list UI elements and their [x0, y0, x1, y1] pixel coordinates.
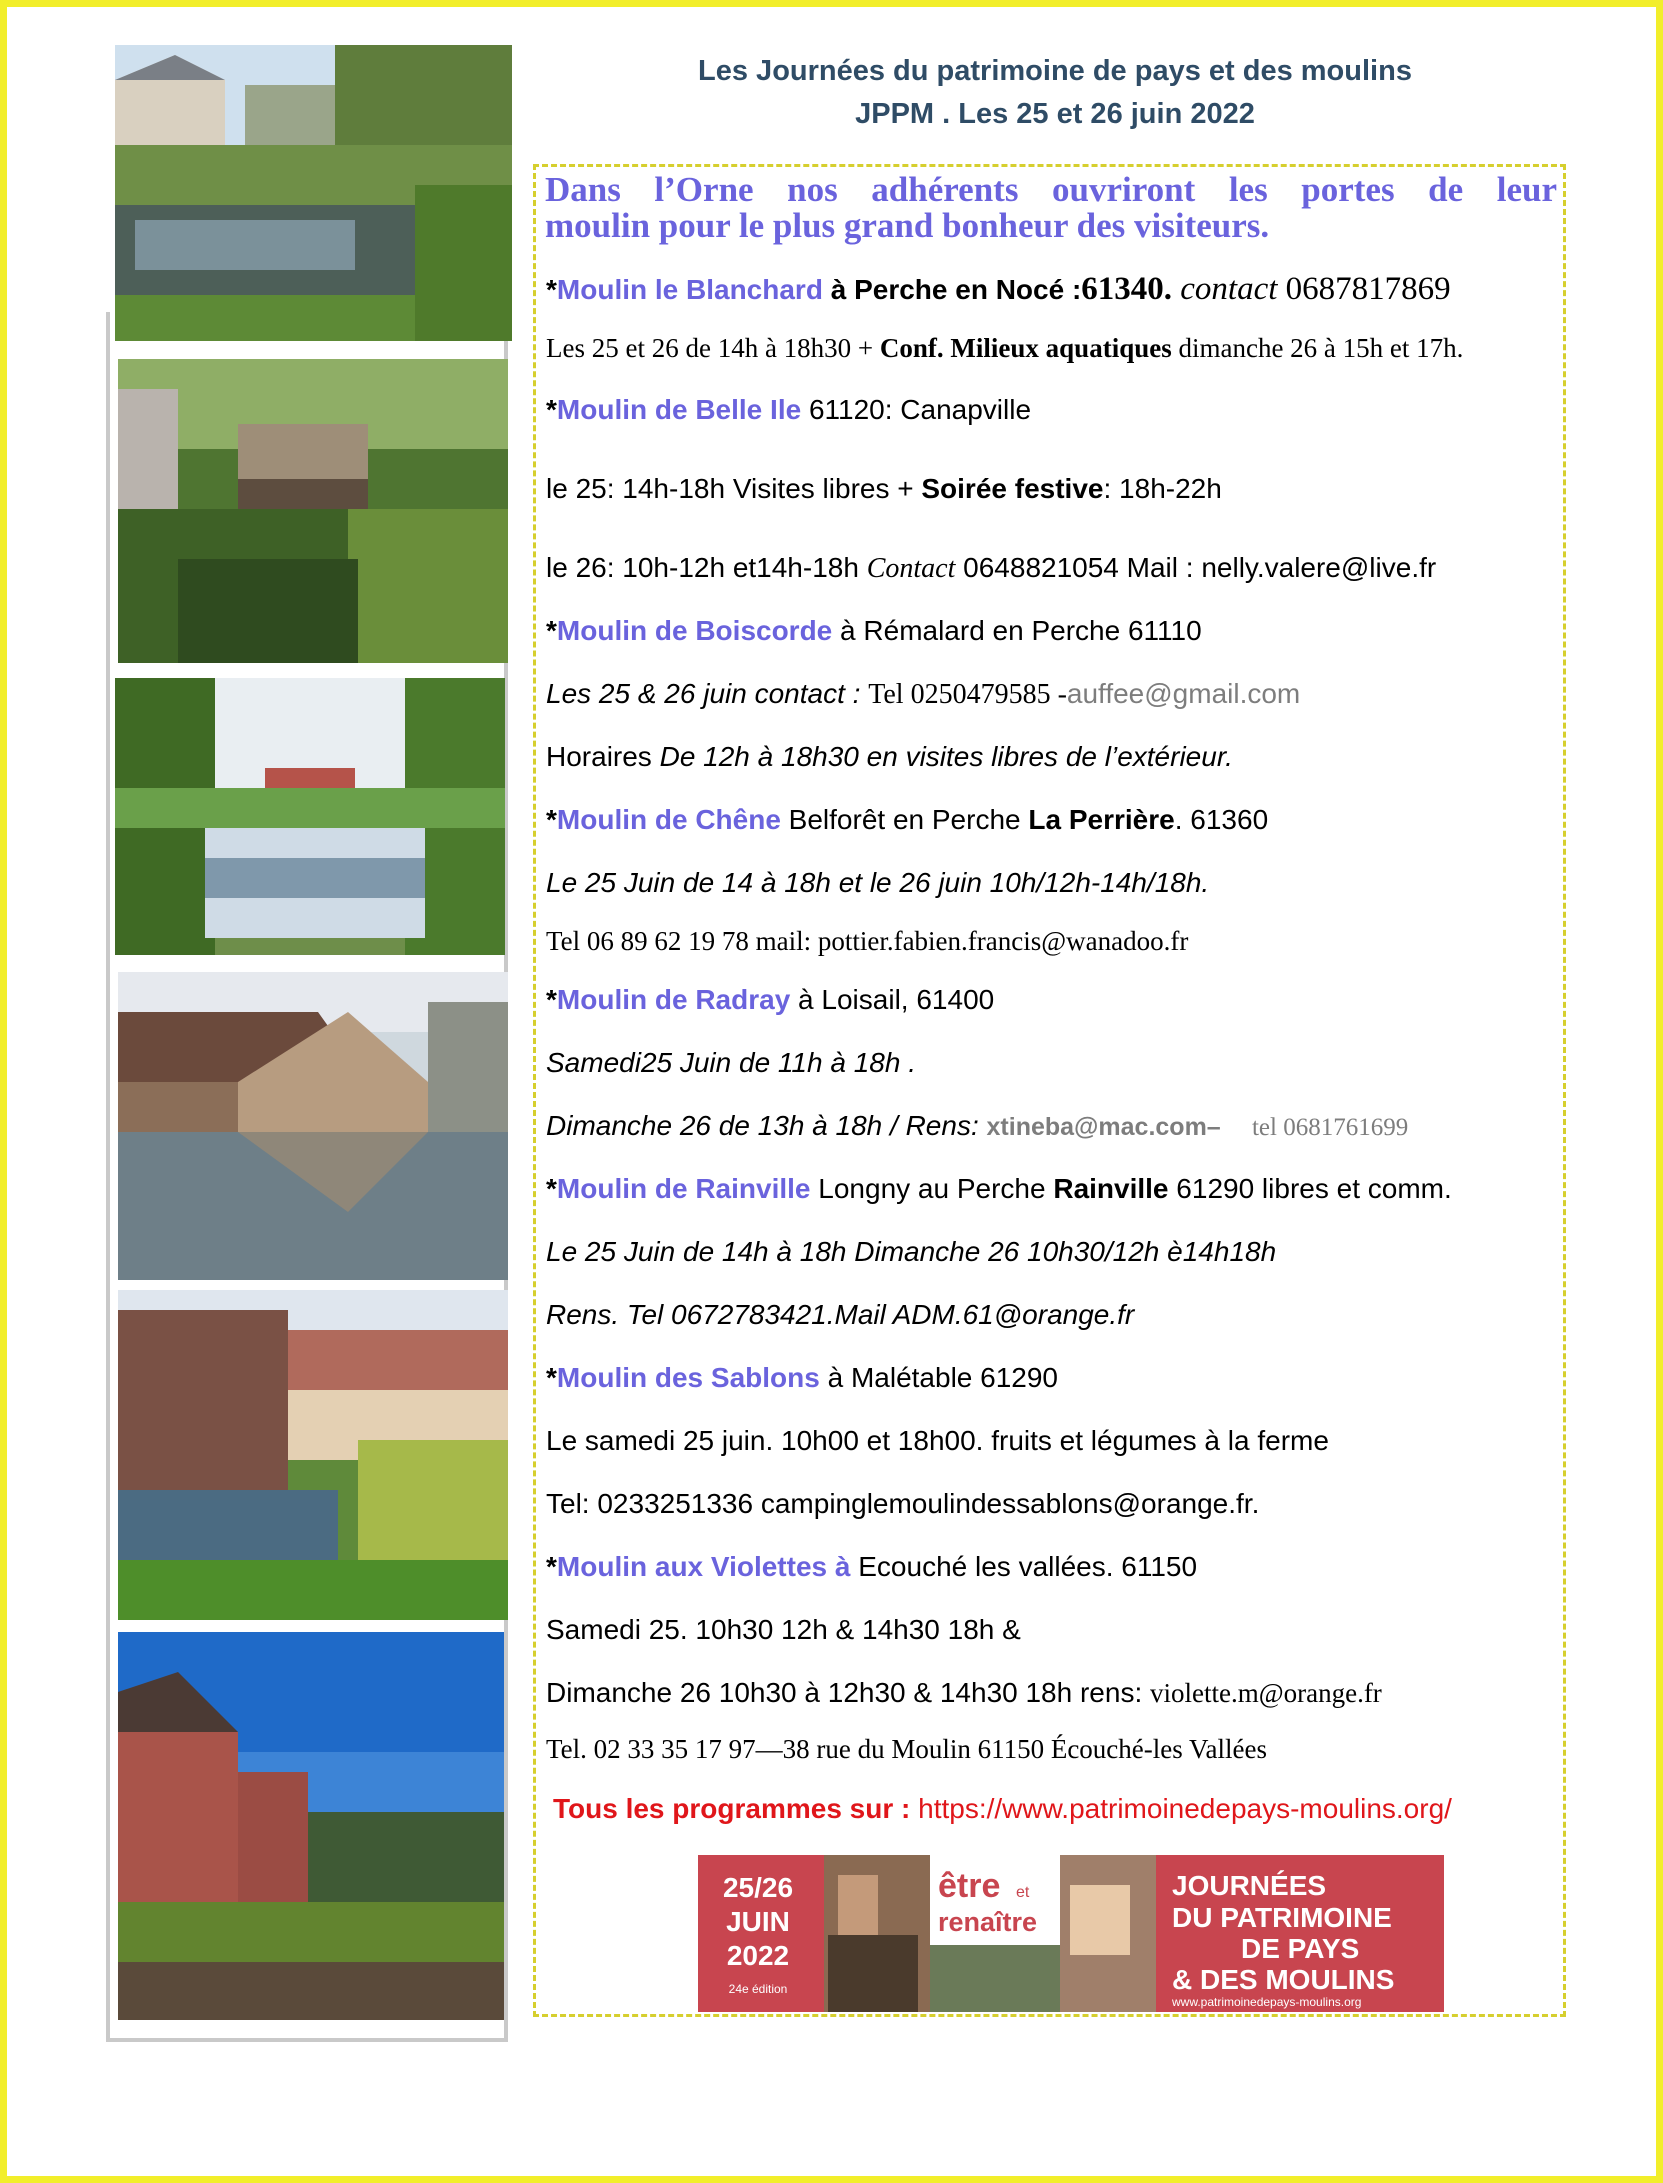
day-text-end: : 18h-22h — [1103, 473, 1222, 504]
hours-text: De 12h à 18h30 en visites libres de l’extérieur. — [659, 741, 1233, 772]
mill-location: Belforêt en Perche — [780, 804, 1029, 835]
day-text: le 25: 14h-18h Visites libres + — [546, 473, 922, 504]
bullet-star: * — [546, 1551, 557, 1582]
mill-rainville-dates: Le 25 Juin de 14h à 18h Dimanche 26 10h30/12h è14h18h — [546, 1236, 1277, 1267]
banner-edition: 24e édition — [728, 1982, 788, 1996]
intro-line-1: Dans l’Orne nos adhérents ouvriront les portes de leur — [545, 170, 1557, 209]
day-text: le 26: 10h-12h et14h-18h — [546, 552, 867, 583]
jppm-banner — [698, 1855, 1444, 2012]
page-header — [540, 50, 1570, 136]
hours-label: Horaires — [546, 741, 660, 772]
phone-text: tel 0681761699 — [1220, 1114, 1409, 1141]
mill-name: Moulin de Boiscorde — [556, 615, 833, 646]
contact-label: contact — [1172, 271, 1286, 307]
mill-chene-title — [546, 804, 1268, 836]
banner-tagline-1: être — [938, 1867, 1001, 1905]
banner-title-3: DE PAYS — [1241, 1933, 1360, 1964]
mill-location: à Loisail, 61400 — [790, 984, 995, 1015]
mill-chene-dates: Le 25 Juin de 14 à 18h et le 26 juin 10h/12h-14h/18h. — [546, 867, 1210, 898]
mill-name: Moulin des Sablons — [556, 1362, 820, 1393]
mill-location: Ecouché les vallées. 61150 — [850, 1551, 1198, 1582]
intro-text — [545, 172, 1557, 244]
mill-locality: La Perrière — [1028, 804, 1175, 835]
mill-boiscorde-hours — [546, 741, 1233, 773]
banner-title-1: JOURNÉES — [1172, 1870, 1327, 1901]
intro-line-2: moulin pour le plus grand bonheur des visiteurs. — [545, 206, 1270, 245]
bullet-star: * — [546, 984, 557, 1015]
phone-number: 0687817869 — [1285, 271, 1451, 307]
bullet-star: * — [546, 615, 557, 646]
mill-location: à Perche en Nocé : — [822, 274, 1082, 305]
bullet-star: * — [546, 804, 557, 835]
photo-pond — [115, 45, 512, 341]
photo-garden-mill — [118, 1290, 508, 1620]
mill-violettes-saturday: Samedi 25. 10h30 12h & 14h30 18h & — [546, 1614, 1021, 1645]
banner-year: 2022 — [726, 1940, 790, 1971]
banner-date: 25/26 — [722, 1872, 794, 1903]
mill-zip: . 61360 — [1174, 804, 1269, 835]
mill-boiscorde-dates — [546, 678, 1300, 711]
hours-text-end: dimanche 26 à 15h et 17h. — [1171, 333, 1464, 363]
bullet-star: * — [546, 394, 557, 425]
mill-radray-saturday: Samedi25 Juin de 11h à 18h . — [546, 1047, 916, 1078]
banner-tagline-et: et — [1016, 1884, 1030, 1901]
mill-rainville-title — [546, 1173, 1452, 1205]
dates-text: Les 25 & 26 juin contact : — [546, 678, 869, 709]
mill-violettes-sunday — [546, 1677, 1382, 1709]
phone-text: Tel 0250479585 - — [868, 679, 1067, 710]
bullet-star: * — [546, 1173, 557, 1204]
mill-radray-title — [546, 984, 994, 1016]
mill-violettes-tel: Tel. 02 33 35 17 97—38 rue du Moulin 61150 Écouché-les Vallées — [546, 1734, 1267, 1764]
mill-sablons-tel: Tel: 0233251336 campinglemoulindessablons@orange.fr. — [546, 1488, 1260, 1519]
header-subtitle: JPPM . Les 25 et 26 juin 2022 — [855, 98, 1255, 130]
mill-sablons-dates: Le samedi 25 juin. 10h00 et 18h00. fruits et légumes à la ferme — [546, 1425, 1329, 1456]
programs-footer — [553, 1793, 1452, 1825]
contact-label: Contact — [866, 553, 956, 584]
photo-sluice — [118, 359, 508, 663]
mill-location: à Malétable 61290 — [819, 1362, 1059, 1393]
mill-radray-sunday — [546, 1110, 1408, 1142]
mill-name: Moulin aux Violettes à — [556, 1551, 851, 1582]
mill-sablons-title — [546, 1362, 1058, 1394]
header-title: Les Journées du patrimoine de pays et des moulins — [698, 55, 1412, 87]
mill-location: à Rémalard en Perche 61110 — [832, 615, 1202, 646]
mill-rainville-rens: Rens. Tel 0672783421.Mail ADM.61@orange.fr — [546, 1299, 1135, 1330]
mill-name: Moulin de Radray — [556, 984, 791, 1015]
programs-link[interactable]: https://www.patrimoinedepays-moulins.org/ — [918, 1793, 1452, 1824]
mill-chene-tel: Tel 06 89 62 19 78 mail: pottier.fabien.francis@wanadoo.fr — [546, 926, 1189, 956]
sunday-text: Dimanche 26 de 13h à 18h / Rens: — [546, 1110, 987, 1141]
event-name: Conf. Milieux aquatiques — [879, 333, 1172, 363]
mill-zip: 61340. — [1081, 271, 1173, 307]
email-text: xtineba@mac.com– — [986, 1113, 1221, 1141]
mill-blanchard-hours — [546, 333, 1463, 364]
mill-belle-ile-day25 — [546, 473, 1222, 505]
programs-label: Tous les programmes sur : — [553, 1793, 919, 1824]
banner-title-2: DU PATRIMOINE — [1172, 1902, 1392, 1933]
mill-belle-ile-title — [546, 394, 1031, 426]
mill-boiscorde-title — [546, 615, 1202, 647]
sunday-text: Dimanche 26 10h30 à 12h30 & 14h30 18h rens: — [546, 1677, 1151, 1708]
mill-location: Longny au Perche — [810, 1173, 1054, 1204]
bullet-star: * — [546, 274, 557, 305]
banner-tagline-2: renaître — [938, 1907, 1038, 1937]
banner-title-4: & DES MOULINS — [1172, 1964, 1395, 1995]
email-text: violette.m@orange.fr — [1150, 1678, 1382, 1708]
mill-belle-ile-day26 — [546, 552, 1436, 585]
mill-violettes-title — [546, 1551, 1197, 1583]
mill-name: Moulin de Rainville — [556, 1173, 811, 1204]
contact-details: 0648821054 Mail : nelly.valere@live.fr — [955, 552, 1437, 583]
photo-stone-mill — [118, 972, 508, 1280]
mill-name: Moulin le Blanchard — [556, 274, 823, 305]
email-text: auffee@gmail.com — [1066, 678, 1301, 709]
mill-name: Moulin de Chêne — [556, 804, 781, 835]
mill-locality: Rainville — [1053, 1173, 1169, 1204]
mill-zip: 61290 libres et comm. — [1168, 1173, 1452, 1204]
mill-location: 61120: Canapville — [801, 394, 1032, 425]
bullet-star: * — [546, 1362, 557, 1393]
banner-month: JUIN — [726, 1906, 790, 1937]
event-name: Soirée festive — [921, 473, 1104, 504]
photo-lake — [115, 678, 505, 955]
banner-site: www.patrimoinedepays-moulins.org — [1172, 1995, 1362, 2009]
hours-text: Les 25 et 26 de 14h à 18h30 + — [546, 333, 880, 363]
banner-graphic — [698, 1855, 1444, 2012]
photo-brick-mill — [118, 1632, 504, 2020]
mill-blanchard-title — [546, 271, 1451, 308]
mill-name: Moulin de Belle Ile — [556, 394, 802, 425]
